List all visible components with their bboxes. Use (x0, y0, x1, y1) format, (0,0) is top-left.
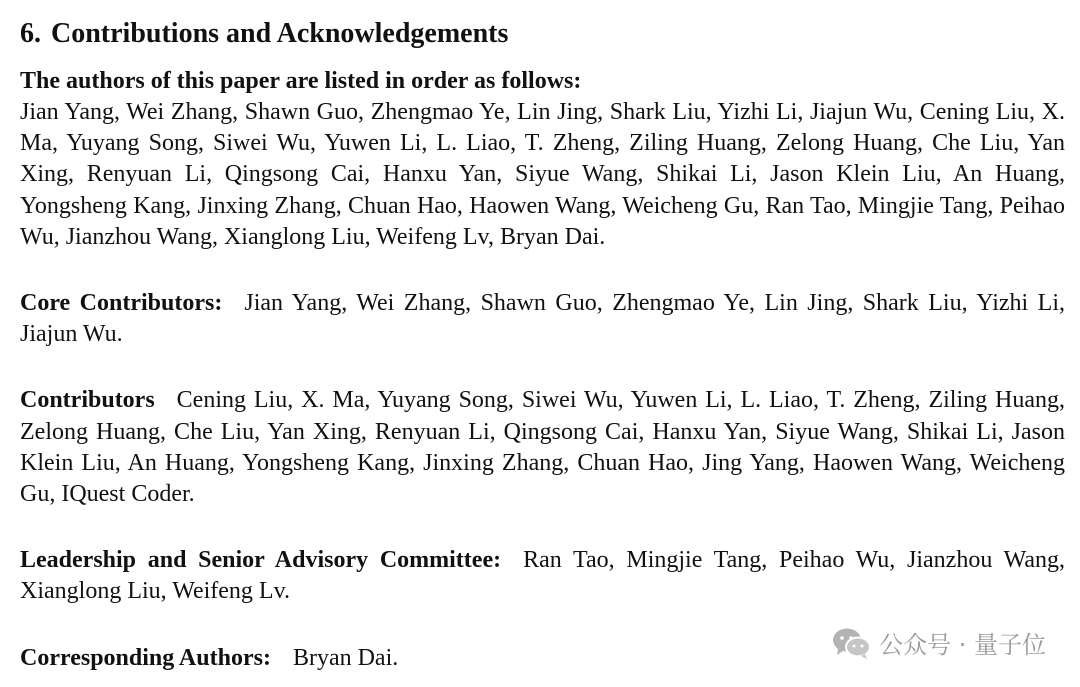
corresponding-authors-names: Bryan Dai. (292, 644, 399, 671)
paper-section (20, 14, 1065, 674)
corresponding-authors-label: Corresponding Authors: (20, 644, 271, 671)
author-list-heading: The authors of this paper are listed in order as follows: (20, 68, 582, 94)
author-list-block (20, 66, 1065, 253)
leadership-label: Leadership and Senior Advisory Committee: (20, 547, 502, 574)
section-heading (20, 14, 1065, 54)
contributors-label: Contributors (20, 387, 155, 414)
core-contributors-names: Jian Yang, Wei Zhang, Shawn Guo, Zhengmao Ye, Lin Jing, Shark Liu, Yizhi Li, Jiajun Wu. (20, 290, 1066, 348)
section-title: Contributions and Acknowledgements (51, 18, 509, 49)
author-list: Jian Yang, Wei Zhang, Shawn Guo, Zhengmao Ye, Lin Jing, Shark Liu, Yizhi Li, Jiajun Wu, Cening Liu, X. Ma, Yuyang Song, Siwei Wu, Yuwen Li, L. Liao, T. Zheng, Ziling Huang, Zelong Huang, Che Liu, Yan Xing, Renyuan Li, Qingsong Cai, Hanxu Yan, Siyue Wang, Shikai Li, Jason Klein Liu, An Huang, Yongsheng Kang, Jinxing Zhang, Chuan Hao, Haowen Wang, Weicheng Gu, Ran Tao, Mingjie Tang, Peihao Wu, Jianzhou Wang, Xianglong Liu, Weifeng Lv, Bryan Dai. (20, 99, 1065, 250)
watermark-text: 公众号 · 量子位 (879, 631, 1046, 659)
wechat-icon (831, 626, 873, 660)
leadership-names: Ran Tao, Mingjie Tang, Peihao Wu, Jianzhou Wang, Xianglong Liu, Weifeng Lv. (20, 547, 1065, 605)
section-number: 6. (20, 18, 41, 49)
watermark (831, 625, 1046, 660)
leadership-block (20, 545, 1065, 607)
contributors-names: Cening Liu, X. Ma, Yuyang Song, Siwei Wu, Yuwen Li, L. Liao, T. Zheng, Ziling Huang, Zelong Huang, Che Liu, Yan Xing, Renyuan Li, Qingsong Cai, Hanxu Yan, Siyue Wang, Shikai Li, Jason Klein Liu, An Huang, Yongsheng Kang, Jinxing Zhang, Chuan Hao, Jing Yang, Haowen Wang, Weicheng Gu, IQuest Coder. (20, 387, 1065, 508)
core-contributors-block (20, 288, 1065, 350)
core-contributors-label: Core Contributors: (20, 290, 223, 317)
contributors-block (20, 385, 1065, 510)
